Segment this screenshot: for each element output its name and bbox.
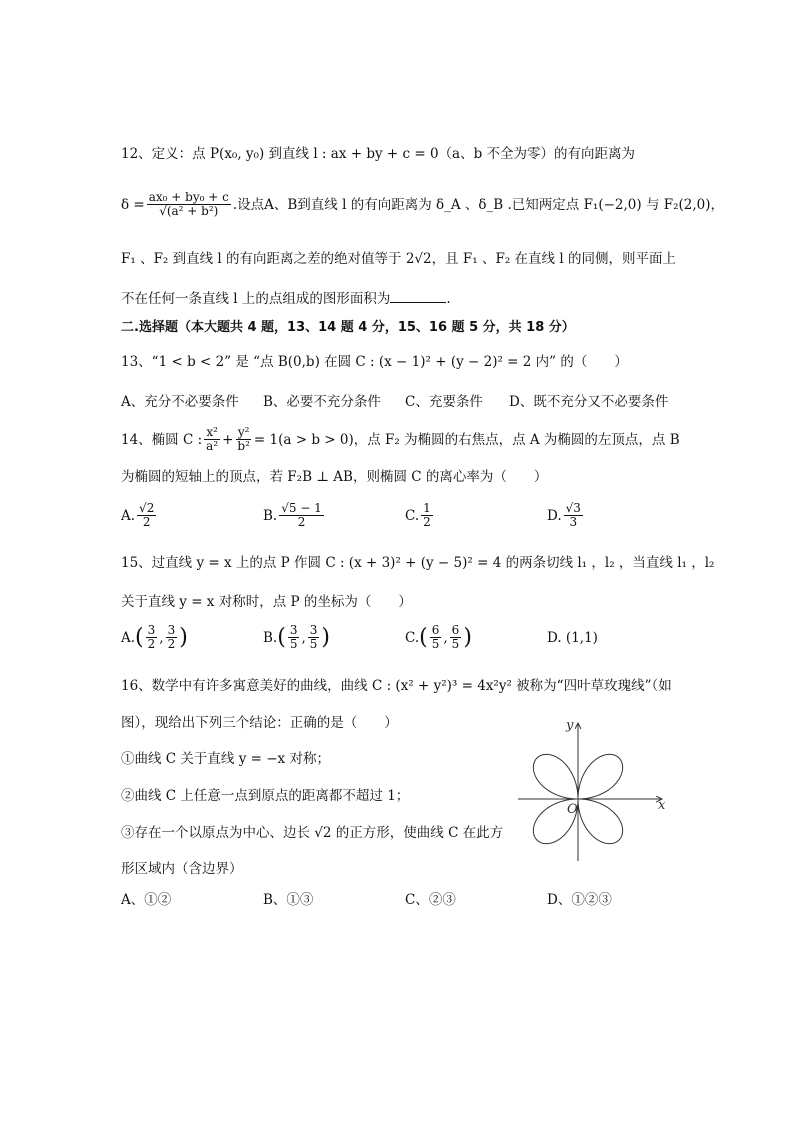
q14-option-c bbox=[405, 502, 547, 529]
q14-option-c-num: 1 bbox=[423, 501, 431, 515]
q14-option-c-frac bbox=[421, 502, 433, 529]
q14-option-b-den: 2 bbox=[297, 515, 306, 529]
q16-statement-4: 形区域内（含边界） bbox=[121, 861, 243, 877]
q15-option-b-y-num: 3 bbox=[309, 623, 318, 637]
q14-prefix: 14、椭圆 C : bbox=[121, 431, 203, 448]
q15-option-c-lparen: ( bbox=[419, 624, 428, 650]
q16-statement-2: ②曲线 C 上任意一点到原点的距离都不超过 1； bbox=[121, 788, 410, 804]
q14-option-d-label: D. bbox=[547, 507, 562, 524]
q14-frac-y bbox=[235, 426, 252, 453]
q14-option-a-den: 2 bbox=[142, 515, 151, 529]
q12-line1: 12、定义：点 P(x₀, y₀) 到直线 l : ax + by + c = 0（a、b 不全为零）的有向距离为 bbox=[121, 146, 636, 162]
q15-option-b-label: B. bbox=[263, 629, 278, 646]
q14-option-b-num: √5 − 1 bbox=[281, 501, 322, 515]
q13-options bbox=[121, 390, 681, 410]
q16-line1: 16、数学中有许多寓意美好的曲线，曲线 C : (x² + y²)³ = 4x²y² 被称为“四叶草玫瑰线”（如 bbox=[121, 678, 672, 694]
q14-option-a-label: A. bbox=[121, 507, 136, 524]
q14-frac-x bbox=[204, 426, 220, 453]
q13-option-d: D、既不充分又不必要条件 bbox=[509, 394, 669, 410]
q12-delta: δ = bbox=[121, 196, 145, 213]
q13-option-c: C、充要条件 bbox=[405, 394, 483, 410]
q12-frac-den: √(a² + b²) bbox=[159, 204, 219, 218]
four-leaf-rose-figure bbox=[512, 715, 672, 865]
q15-option-a-label: A. bbox=[121, 629, 136, 646]
q15-option-a-y-num: 3 bbox=[167, 623, 176, 637]
q12-line3: F₁ 、F₂ 到直线 l 的有向距离之差的绝对值等于 2√2，且 F₁ 、F₂ 在直线 l 的同侧，则平面上 bbox=[121, 251, 676, 267]
q15-option-c-y-den: 5 bbox=[451, 637, 460, 651]
q12-fraction bbox=[147, 191, 231, 218]
q15-option-c-x-num: 6 bbox=[431, 623, 440, 637]
q12-frac-num: ax₀ + by₀ + c bbox=[148, 190, 229, 204]
q15-option-b-rparen: ) bbox=[321, 624, 330, 650]
q12-line4-text: 不在任何一条直线 l 上的点组成的图形面积为 bbox=[121, 291, 391, 307]
x-axis-label: x bbox=[658, 798, 666, 813]
q15-line2: 关于直线 y = x 对称时，点 P 的坐标为（ ） bbox=[121, 594, 412, 610]
q14-option-b bbox=[263, 502, 405, 529]
q15-option-a-y-den: 2 bbox=[167, 637, 176, 651]
y-axis-label: y bbox=[566, 718, 574, 733]
q14-option-b-frac bbox=[279, 502, 324, 529]
q14-frac-y-den: b² bbox=[237, 439, 250, 453]
q12-line2-rest: .设点A、B到直线 l 的有向距离为 δ_A 、δ_B .已知两定点 F₁(−2,0) 与 F₂(2,0)， bbox=[232, 196, 725, 213]
q16-option-a: A、①② bbox=[121, 892, 172, 908]
q15-option-a-x-den: 2 bbox=[147, 637, 156, 651]
q15-option-c-x bbox=[430, 624, 442, 651]
q16-option-c: C、②③ bbox=[405, 892, 456, 908]
q15-option-b-x bbox=[288, 624, 300, 651]
q14-option-b-label: B. bbox=[263, 507, 278, 524]
q14-option-c-label: C. bbox=[405, 507, 420, 524]
q14-plus: + bbox=[222, 431, 234, 448]
q14-frac-x-den: a² bbox=[206, 439, 219, 453]
q15-option-c: C. ( $\frac{6}{5}$ , $\frac{6}{5}$ ) bbox=[405, 623, 472, 651]
q15-option-a-rparen: ) bbox=[179, 624, 188, 650]
q15-option-c-rparen: ) bbox=[463, 624, 472, 650]
q16-option-d: D、①②③ bbox=[547, 892, 612, 908]
q12-line2 bbox=[121, 190, 725, 218]
section-heading: 二.选择题（本大题共 4 题，13、14 题 4 分，15、16 题 5 分，共 18 分） bbox=[121, 320, 575, 335]
q14-frac-y-num: y² bbox=[237, 425, 250, 439]
q16-statement-3: ③存在一个以原点为中心、边长 √2 的正方形，使曲线 C 在此方 bbox=[121, 825, 504, 841]
q13-option-b: B、必要不充分条件 bbox=[263, 394, 381, 410]
q14-option-a-frac bbox=[137, 502, 156, 529]
q14-option-d-den: 3 bbox=[569, 515, 578, 529]
q15-option-b-y-den: 5 bbox=[309, 637, 318, 651]
q15-line1: 15、过直线 y = x 上的点 P 作圆 C : (x + 3)² + (y − 5)² = 4 的两条切线 l₁ ，l₂ ，当直线 l₁ ，l₂ bbox=[121, 555, 715, 571]
q14-frac-x-num: x² bbox=[206, 425, 218, 439]
q15-option-a-x bbox=[146, 624, 158, 651]
origin-label: O bbox=[567, 802, 578, 817]
q15-option-a-lparen: ( bbox=[135, 624, 144, 650]
q16-options bbox=[121, 888, 681, 908]
q15-option-c-x-den: 5 bbox=[431, 637, 440, 651]
q13-stem: 13、“1 < b < 2” 是 “点 B(0,b) 在圆 C : (x − 1)² + (y − 2)² = 2 内” 的（ ） bbox=[121, 354, 628, 370]
q12-line4-end: . bbox=[446, 291, 451, 307]
q14-line2: 为椭圆的短轴上的顶点，若 F₂B ⊥ AB，则椭圆 C 的离心率为（ ） bbox=[121, 469, 548, 485]
q15-option-b-lparen: ( bbox=[277, 624, 286, 650]
q15-option-b: B. ( $\frac{3}{5}$ , $\frac{3}{5}$ ) bbox=[263, 623, 330, 651]
q15-option-c-y-num: 6 bbox=[451, 623, 460, 637]
q14-option-d-frac bbox=[564, 502, 583, 529]
q14-option-d-num: √3 bbox=[565, 501, 581, 515]
q14-suffix: = 1(a > b > 0)，点 F₂ 为椭圆的右焦点，点 A 为椭圆的左顶点，点 B bbox=[253, 431, 680, 448]
q15-option-b-y bbox=[308, 624, 320, 651]
q14-option-a bbox=[121, 502, 263, 529]
q15-option-a-y bbox=[166, 624, 178, 651]
q15-option-a: A. ( $\frac{3}{2}$ , $\frac{3}{2}$ ) bbox=[121, 623, 188, 651]
q15-option-c-y bbox=[450, 624, 462, 651]
q14-option-a-num: √2 bbox=[139, 501, 155, 515]
q16-statement-1: ①曲线 C 关于直线 y = −x 对称； bbox=[121, 751, 330, 767]
q15-option-b-x-num: 3 bbox=[289, 623, 298, 637]
q15-option-a-x-num: 3 bbox=[147, 623, 156, 637]
q15-option-d: D. (1,1) bbox=[547, 629, 598, 646]
q13-option-a: A、充分不必要条件 bbox=[121, 394, 239, 410]
q14-line1 bbox=[121, 425, 680, 453]
q15-options bbox=[121, 624, 681, 651]
q14-option-c-den: 2 bbox=[423, 515, 431, 529]
q15-option-c-label: C. bbox=[405, 629, 420, 646]
q16-option-b: B、①③ bbox=[263, 892, 314, 908]
q16-line2: 图），现给出下列三个结论：正确的是（ ） bbox=[121, 715, 398, 731]
q15-option-b-x-den: 5 bbox=[289, 637, 298, 651]
q12-line4 bbox=[121, 288, 677, 309]
q14-option-d bbox=[547, 502, 585, 529]
answer-blank bbox=[390, 288, 446, 303]
q14-options bbox=[121, 502, 681, 529]
